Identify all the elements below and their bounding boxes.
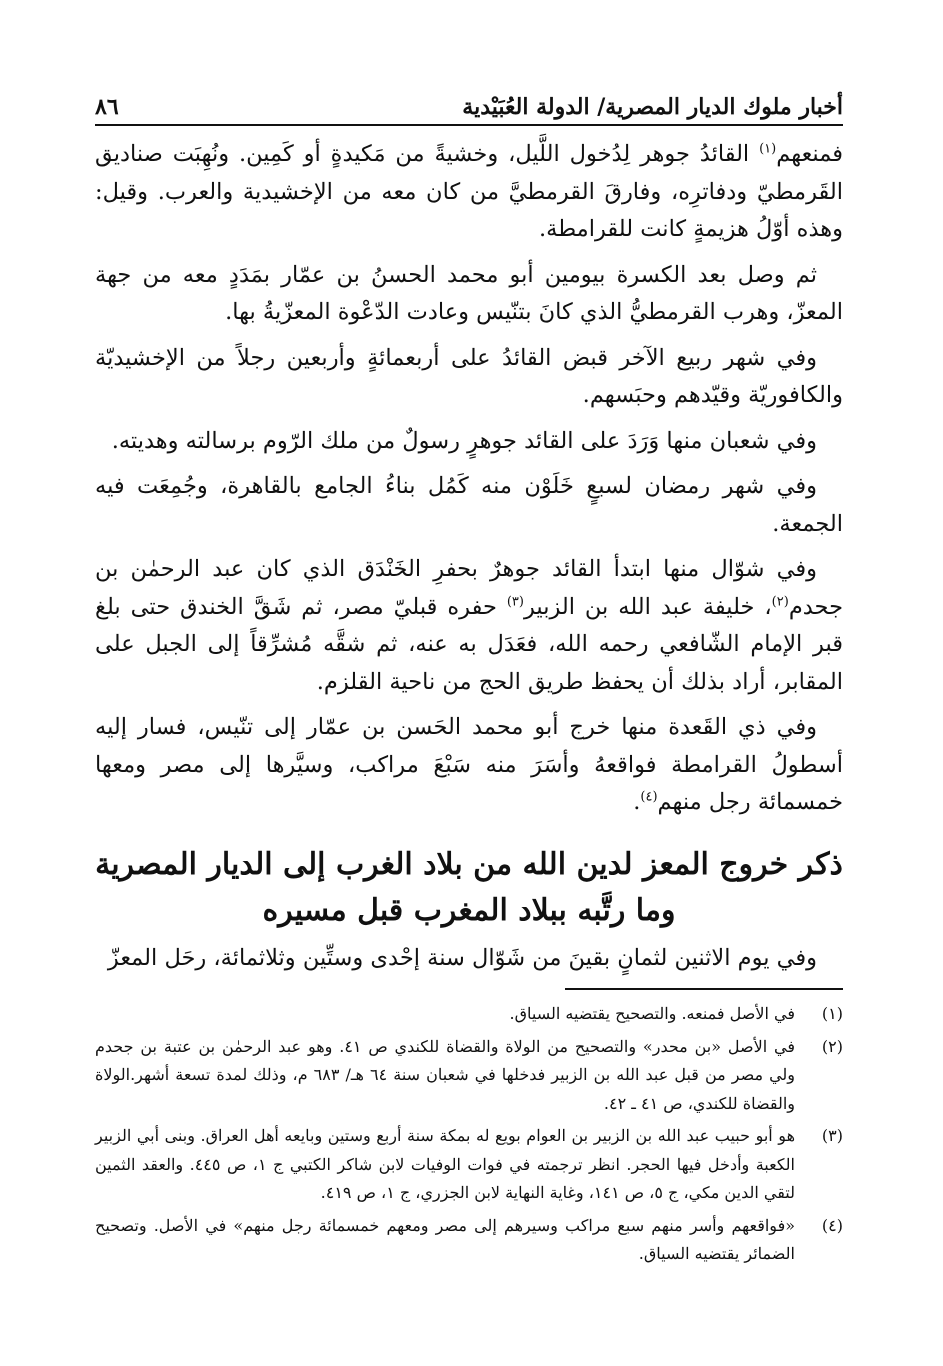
footnote-4 <box>95 1212 843 1269</box>
footnote-ref-4: (٤) <box>640 789 658 805</box>
paragraph-7 <box>95 709 843 822</box>
paragraph-text: وفي ذي القَعدة منها خرج أبو محمد الحَسن بن عمّار إلى تنّيس، فسار إليه أسطولُ القرامطة فواقعهُ وأسَرَ منه سَبْعَ مراكب، وسيَّرها إلى مصر ومعها خمسمائة رجل منهم <box>95 714 843 815</box>
footnote-ref-2: (٢) <box>771 594 789 609</box>
footnote-number: (١) <box>821 1004 843 1023</box>
paragraph-6 <box>95 551 843 701</box>
footnote-2 <box>95 1033 843 1119</box>
footnote-ref-1: (١) <box>759 141 777 157</box>
paragraph-2: ثم وصل بعد الكسرة بيومين أبو محمد الحسنُ بن عمّار بمَدَدٍ معه من جهة المعزّ، وهرب القرمطيُّ الذي كانَ بتنّيس وعادت الدّعْوة المعزّيةُ بها. <box>95 261 843 325</box>
footnote-text: «فواقعهم وأسر منهم سبع مراكب وسيرهم إلى مصر ومعهم خمسمائة رجل منهم» في الأصل. وتصحيح الضمائر يقتضيه السياق. <box>95 1215 795 1263</box>
paragraph-3: وفي شهر ربيع الآخر قبض القائدُ على أربعمائةٍ وأربعين رجلاً من الإخشيديّة والكافوريّة وقيّدهم وحبَسهم. <box>95 344 843 408</box>
paragraph-text: القائدُ جوهر لِدُخول اللَّيل، وخشيةً من مَكيدةٍ أو كَمِين. ونُهِبَت صناديق القَرمطيّ ودفاترِه، وفارقَ القرمطيَّ من كان معه من الإخشيدية والعرب. وقيل: وهذه أوّلُ هزيمةٍ كانت للقرامطة. <box>95 141 843 242</box>
footnote-3 <box>95 1122 843 1208</box>
heading-line-2: وما رتَّبه ببلاد المغرب قبل مسيره <box>262 892 676 928</box>
footnote-1 <box>95 1000 843 1029</box>
paragraph-text: وفي شوّال منها ابتدأ القائد جوهرٌ بحفرِ الخَنْدَق الذي كان عبد الرحمٰن بن جحدم <box>95 556 843 620</box>
paragraph-5: وفي شهر رمضان لسبعٍ خَلَوْن منه كَمُل بناءُ الجامع بالقاهرة، وجُمِعَت فيه الجمعة. <box>95 473 843 537</box>
paragraph-4: وفي شعبان منها وَرَدَ على القائد جوهرٍ رسولٌ من ملك الرّوم برسالته وهديته. <box>111 427 817 454</box>
running-header <box>95 88 843 126</box>
paragraph-8: وفي يوم الاثنين لثمانٍ بقينَ من شَوّال سنة إحْدى وستِّين وثلاثمائة، رحَل المعزّ <box>107 944 817 971</box>
footnote-text: في الأصل فمنعه. والتصحيح يقتضيه السياق. <box>509 1004 795 1023</box>
paragraph-text: . <box>633 789 641 815</box>
heading-line-1: ذكر خروج المعز لدين الله من بلاد الغرب إلى الديار المصرية <box>95 846 843 882</box>
section-heading <box>95 842 843 934</box>
paragraph-text: حفره قبليّ مصر، ثم شَقَّ الخندق حتى بلغ قبر الإمام الشّافعي رحمه الله، فعَدَل به عنه، ثم شقَّه مُشرِّقاً إلى الجبل على المقابر، أراد بذلك أن يحفظ طريق الحج من ناحية القلزم. <box>95 593 843 695</box>
paragraph-1 <box>95 136 843 249</box>
footnote-ref-3: (٣) <box>506 594 524 609</box>
page-number: ٨٦ <box>95 94 119 120</box>
footnote-divider <box>565 988 843 990</box>
main-text <box>95 136 843 985</box>
footnote-number: (٣) <box>821 1126 843 1145</box>
footnotes <box>95 1000 843 1273</box>
footnote-number: (٢) <box>821 1036 843 1056</box>
paragraph-text: فمنعهم <box>776 141 843 167</box>
footnote-text: في الأصل «بن محدر» والتصحيح من الولاة والقضاة للكندي ص ٤١. وهو عبد الرحمٰن بن عتبة بن جحدم ولي مصر من قبل عبد الله بن الزبير فدخلها في شعبان سنة ٦٤ هـ/ ٦٨٣ م، وذلك لمدة تسعة أشهر.الولاة والقضاة للكندي، ص ٤١ ـ ٤٢. <box>95 1036 796 1113</box>
running-title: أخبار ملوك الديار المصرية/ الدولة العُبَيْدية <box>462 94 843 120</box>
paragraph-text: ، خليفة عبد الله بن الزبير <box>523 593 772 620</box>
footnote-number: (٤) <box>821 1215 843 1235</box>
footnote-text: هو أبو حبيب عبد الله بن الزبير بن العوام بويع له بمكة سنة أربع وستين وبايعه أهل العراق. وبنى أبي الزبير الكعبة وأدخل فيها الحجر. انظر ترجمته في فوات الوفيات لابن شاكر الكتبي ج ١، ص ٤٤٥. والعقد الثمين لتقي الدين مكي، ج ٥، ص ١٤١، وغاية النهاية لابن الجزري، ج ١، ص ٤١٩. <box>95 1126 795 1202</box>
